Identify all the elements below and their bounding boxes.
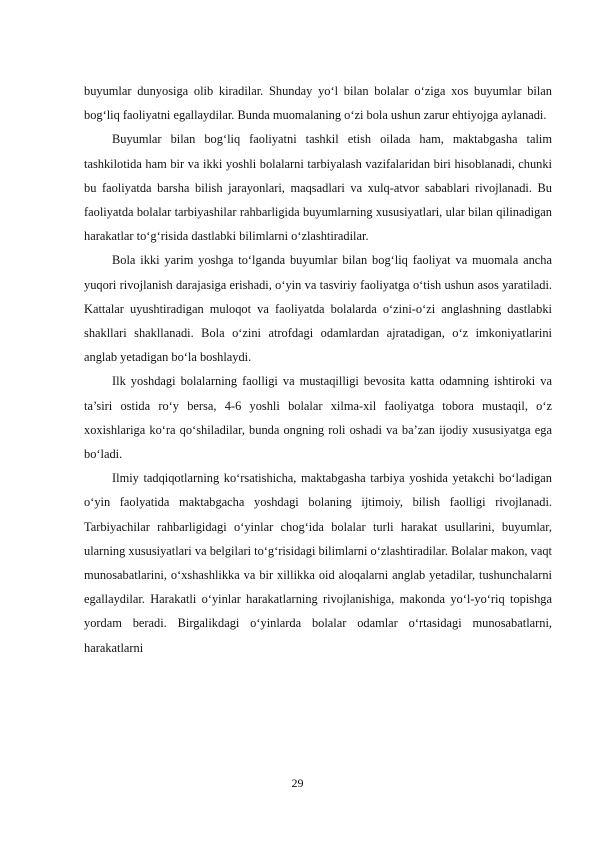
paragraph-1: buyumlar dunyosiga olib kiradilar. Shunday yo‘l bilan bolalar o‘ziga xos buyumlar bilan bog‘liq faoliyatni egallaydilar. Bunda muomalaning o‘zi bola ushun zarur ehtiyojga aylanadi. xyxy=(84,84,552,123)
paragraph-4: Ilk yoshdagi bolalarning faolligi va mustaqilligi bevosita katta odamning ishtiroki va ta’siri ostida ro‘y bersa, 4-6 yoshli bolalar xilma-xil faoliyatga tobora mustaqil, o‘z xoxishlariga ko‘ra qo‘shiladilar, bunda ongning roli oshadi va ba’zan ijodiy xususiyatga ega bo‘ladi. xyxy=(84,374,552,462)
paragraph-3: Bola ikki yarim yoshga to‘lganda buyumlar bilan bog‘liq faoliyat va muomala ancha yuqori rivojlanish darajasiga erishadi, o‘yin va tasviriy faoliyatga o‘tish ushun asos yaratiladi. Kattalar uyushtiradigan muloqot va faoliyatda bolalarda o‘zini-o‘zi anglashning dastlabki shakllari shakllanadi. Bola o‘zini atrofdagi odamlardan ajratadigan, o‘z imkoniyatlarini anglab yetadigan bo‘la boshlaydi. xyxy=(84,253,552,365)
document-body xyxy=(84,79,552,660)
page-number: 29 xyxy=(291,776,304,790)
paragraph-5: Ilmiy tadqiqotlarning ko‘rsatishicha, maktabgasha tarbiya yoshida yetakchi bo‘ladigan o‘yin faolyatida maktabgacha yoshdagi bolaning ijtimoiy, bilish faolligi rivojlanadi. Tarbiyachilar rahbarligidagi o‘yinlar chog‘ida bolalar turli harakat usullarini, buyumlar, ularning xususiyatlari va belgilari to‘g‘risidagi bilimlarni o‘zlashtiradilar. Bolalar makon, vaqt munosabatlarini, o‘xshashlikka va bir xillikka oid aloqalarni anglab yetadilar, tushunchalarni egallaydilar. Harakatli o‘yinlar harakatlarning rivojlanishiga, makonda yo‘l-yo‘riq topishga yordam beradi. Birgalikdagi o‘yinlarda bolalar odamlar o‘rtasidagi munosabatlarni, harakatlarni xyxy=(84,471,552,655)
paragraph-2: Buyumlar bilan bog‘liq faoliyatni tashkil etish oilada ham, maktabgasha talim tashkilotida ham bir va ikki yoshli bolalarni tarbiyalash vazifalaridan biri hisoblanadi, chunki bu faoliyatda barsha bilish jarayonlari, maqsadlari va xulq-atvor sabablari rivojlanadi. Bu faoliyatda bolalar tarbiyashilar rahbarligida buyumlarning xususiyatlari, ular bilan qilinadigan harakatlar to‘g‘risida dastlabki bilimlarni o‘zlashtiradilar. xyxy=(84,132,552,244)
